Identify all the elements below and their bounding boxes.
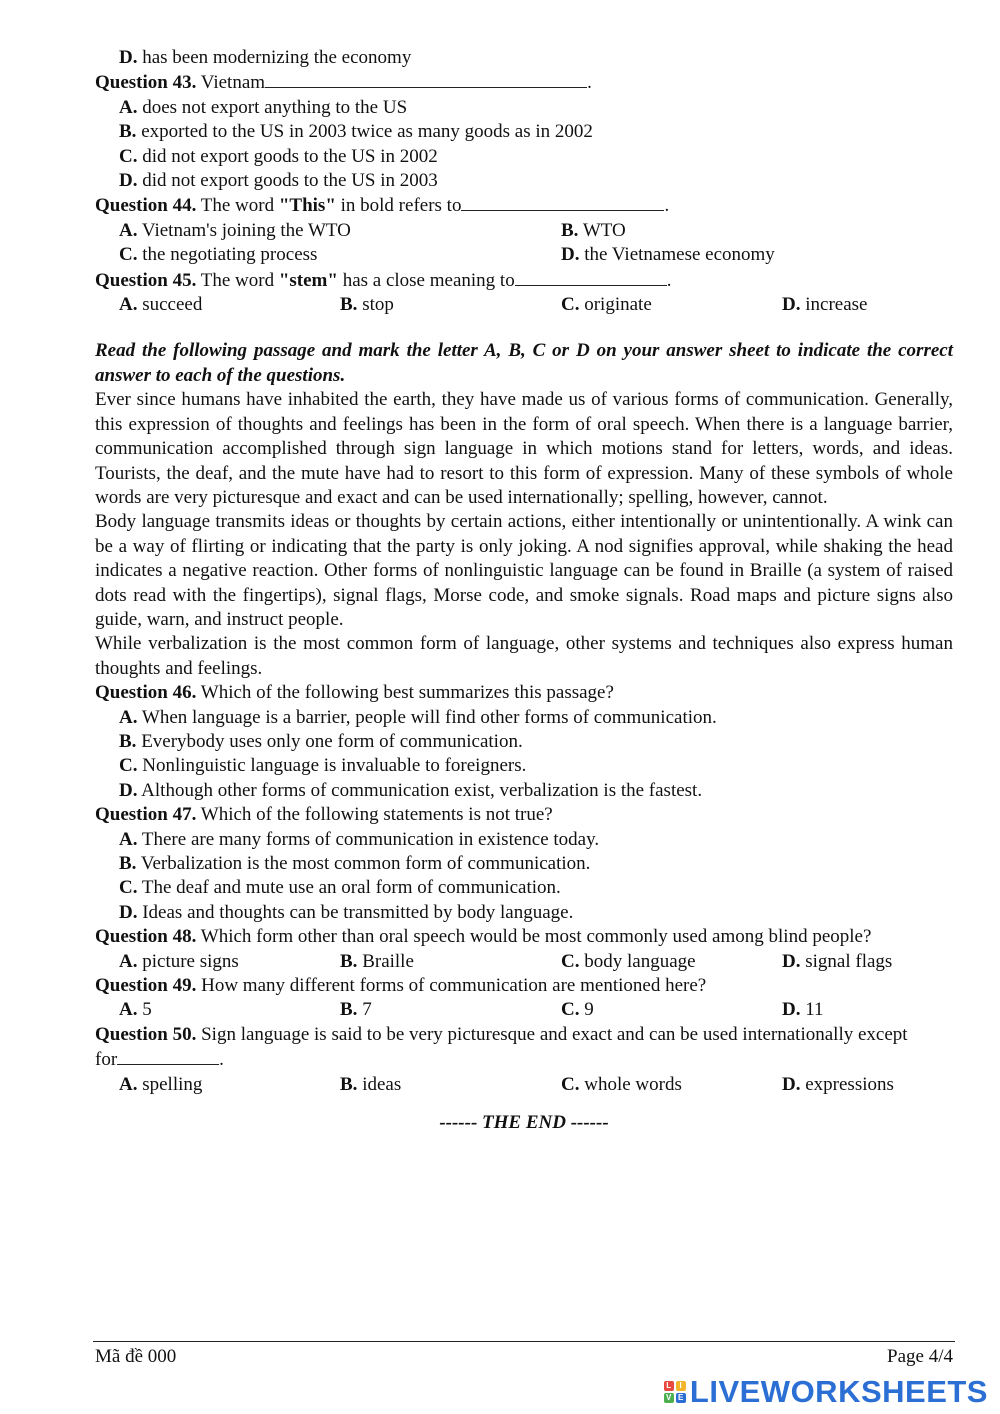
- q49-option-a[interactable]: A. 5: [119, 999, 152, 1021]
- q47-option-a[interactable]: A. There are many forms of communication in existence today.: [119, 828, 600, 850]
- passage-paragraph-2: Body language transmits ideas or thoughts by certain actions, either intentionally or unintentionally. A wink can be a way of flirting or indicating that the party is only joking. A nod signifies approval, while shaking the head indicates a negative reaction. Other forms of nonlinguistic language can be found in Braille (a system of raised dots read with the fingertips), signal flags, Morse code, and smoke signals. Road maps and picture signs also guide, warn, and instruct people.: [95, 511, 953, 630]
- q49-option-d[interactable]: D. 11: [782, 999, 824, 1021]
- question-43: Question 43. Vietnam .: [95, 72, 592, 94]
- q46-option-b[interactable]: B. Everybody uses only one form of communication.: [119, 730, 523, 752]
- q44-option-c[interactable]: C. the negotiating process: [119, 244, 318, 266]
- the-end-marker: ------ THE END ------: [439, 1112, 609, 1134]
- passage-paragraph-1: Ever since humans have inhabited the earth, they have made us of various forms of communication. Generally, this expression of thoughts and feelings has been in the form of oral speech. When there is a language barrier, communication accomplished through sign language in which motions stand for letters, words, and ideas. Tourists, the deaf, and the mute have had to resort to this form of expression. Many of these symbols of whole words are very picturesque and exact and can be used internationally; spelling, however, cannot.: [95, 389, 953, 508]
- q49-option-b[interactable]: B. 7: [340, 999, 372, 1021]
- liveworksheets-logo-icon: L I V E: [664, 1381, 686, 1403]
- liveworksheets-wordmark: LIVEWORKSHEETS: [689, 1374, 988, 1409]
- question-49: Question 49. How many different forms of communication are mentioned here?: [95, 975, 707, 997]
- q44-option-d[interactable]: D. the Vietnamese economy: [561, 244, 775, 266]
- footer-divider: [93, 1341, 955, 1342]
- exam-code: Mã đề 000: [95, 1346, 177, 1367]
- q48-option-d[interactable]: D. signal flags: [782, 950, 893, 972]
- q49-option-c[interactable]: C. 9: [561, 999, 594, 1021]
- q44-option-a[interactable]: A. Vietnam's joining the WTO: [119, 219, 351, 241]
- q48-option-a[interactable]: A. picture signs: [119, 950, 239, 972]
- page-number: Page 4/4: [887, 1346, 953, 1367]
- q50-option-b[interactable]: B. ideas: [340, 1073, 402, 1095]
- answer-blank[interactable]: [461, 193, 664, 211]
- question-47: Question 47. Which of the following statements is not true?: [95, 804, 553, 826]
- q43-option-d[interactable]: D. did not export goods to the US in 2003: [119, 170, 438, 192]
- q48-option-b[interactable]: B. Braille: [340, 950, 414, 972]
- question-50: Question 50. Sign language is said to be very picturesque and exact and can be used internationally except: [95, 1023, 908, 1045]
- q47-option-c[interactable]: C. The deaf and mute use an oral form of communication.: [119, 877, 561, 899]
- liveworksheets-logo[interactable]: [664, 1374, 988, 1410]
- passage-paragraph-3: While verbalization is the most common form of language, other systems and techniques also express human thoughts and feelings.: [95, 633, 953, 679]
- q45-options: [95, 293, 953, 317]
- q44-options-row-1: [95, 219, 953, 243]
- q45-option-b[interactable]: B. stop: [340, 294, 394, 316]
- q50-option-a[interactable]: A. spelling: [119, 1073, 203, 1095]
- q46-option-c[interactable]: C. Nonlinguistic language is invaluable to foreigners.: [119, 755, 527, 777]
- q47-option-b[interactable]: B. Verbalization is the most common form of communication.: [119, 853, 591, 874]
- q44-option-b[interactable]: B. WTO: [561, 219, 626, 241]
- q45-option-d[interactable]: D. increase: [782, 294, 868, 316]
- question-46: Question 46. Which of the following best summarizes this passage?: [95, 682, 614, 704]
- q45-option-c[interactable]: C. originate: [561, 294, 652, 316]
- exam-page: [95, 46, 953, 1135]
- q50-option-d[interactable]: D. expressions: [782, 1073, 894, 1095]
- question-48: Question 48. Which form other than oral speech would be most commonly used among blind people?: [95, 926, 872, 948]
- question-45: Question 45. The word "stem" has a close meaning to .: [95, 269, 672, 291]
- q43-option-b[interactable]: B. exported to the US in 2003 twice as many goods as in 2002: [119, 121, 593, 143]
- q43-option-c[interactable]: C. did not export goods to the US in 2002: [119, 145, 438, 167]
- answer-blank[interactable]: [265, 70, 587, 88]
- reading-instruction: Read the following passage and mark the letter A, B, C or D on your answer sheet to indicate the correct answer to each of the questions.: [95, 340, 953, 386]
- q50-option-c[interactable]: C. whole words: [561, 1073, 682, 1095]
- question-50-continued: for .: [95, 1049, 224, 1071]
- q46-option-a[interactable]: A. When language is a barrier, people will find other forms of communication.: [119, 706, 717, 728]
- q48-option-c[interactable]: C. body language: [561, 950, 696, 972]
- answer-blank[interactable]: [515, 268, 667, 286]
- q50-options: [95, 1073, 953, 1097]
- q49-options: [95, 998, 953, 1022]
- q45-option-a[interactable]: A. succeed: [119, 294, 203, 316]
- q47-option-d[interactable]: D. Ideas and thoughts can be transmitted by body language.: [119, 901, 574, 923]
- q48-options: [95, 950, 953, 974]
- answer-blank[interactable]: [117, 1047, 219, 1065]
- q44-options-row-2: [95, 243, 953, 267]
- q43-option-a[interactable]: A. does not export anything to the US: [119, 96, 408, 118]
- question-44: Question 44. The word "This" in bold refers to .: [95, 195, 670, 217]
- q46-option-d[interactable]: D. Although other forms of communication exist, verbalization is the fastest.: [119, 779, 703, 801]
- q42-option-d: D. has been modernizing the economy: [119, 47, 412, 68]
